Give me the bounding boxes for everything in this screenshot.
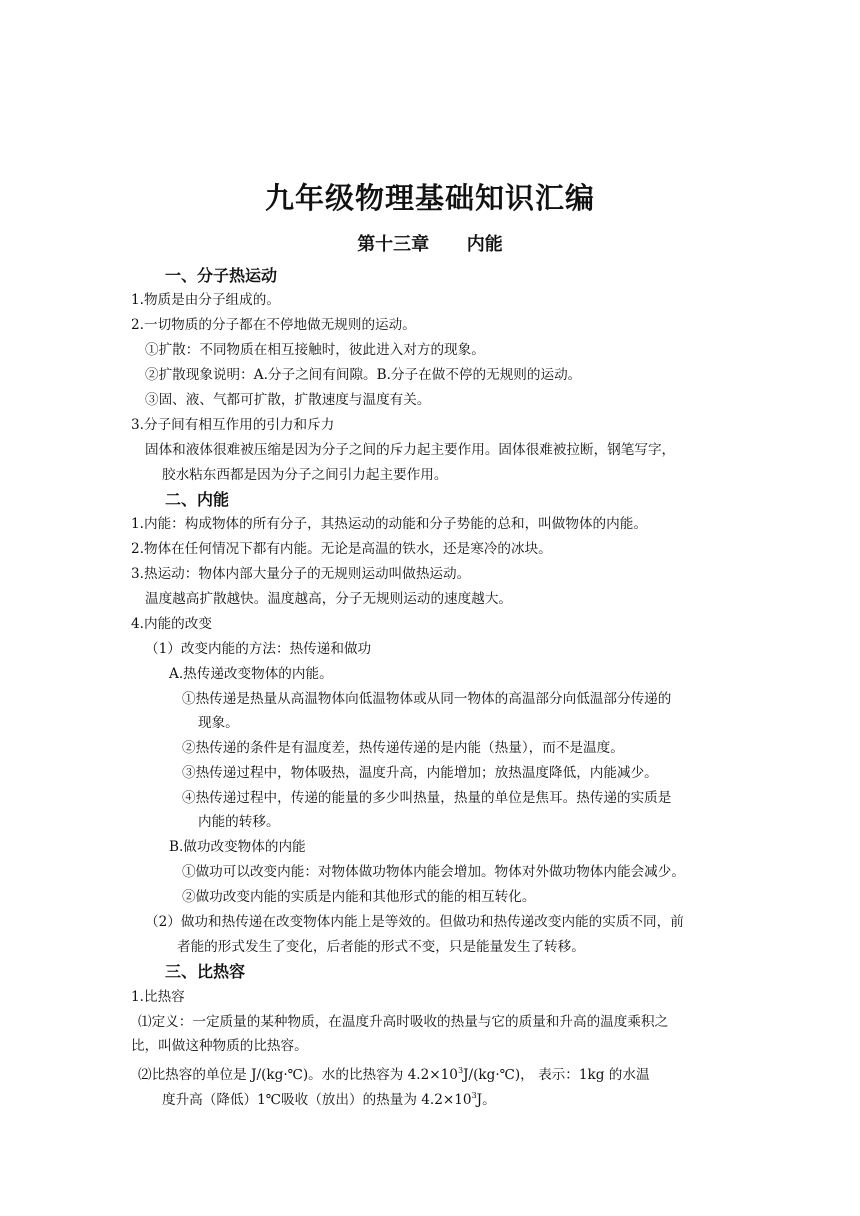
text-fragment: J。 — [476, 1092, 496, 1108]
text-line: ④热传递过程中，传递的能量的多少叫热量，热量的单位是焦耳。热传递的实质是 — [182, 790, 672, 806]
text-line: 1.物质是由分子组成的。 — [131, 292, 280, 308]
text-line: 1.内能：构成物体的所有分子，其热运动的动能和分子势能的总和，叫做物体的内能。 — [131, 516, 647, 532]
text-line — [162, 1087, 496, 1109]
section-heading-3: 三、比热容 — [165, 962, 246, 981]
text-line: ⑴定义：一定质量的某种物质，在温度升高时吸收的热量与它的质量和升高的温度乘积之 — [138, 1014, 669, 1030]
text-line: ①热传递是热量从高温物体向低温物体或从同一物体的高温部分向低温部分传递的 — [182, 691, 672, 707]
text-line: 比，叫做这种物质的比热容。 — [131, 1038, 308, 1054]
text-line: 温度越高扩散越快。温度越高，分子无规则运动的速度越大。 — [145, 591, 513, 607]
text-line: 胶水粘东西都是因为分子之间引力起主要作用。 — [162, 467, 448, 483]
text-line: 者能的形式发生了变化，后者能的形式不变，只是能量发生了转移。 — [177, 939, 585, 955]
section-heading-1: 一、分子热运动 — [165, 266, 278, 285]
text-line: 4.内能的改变 — [131, 616, 212, 632]
text-line: ③热传递过程中，物体吸热，温度升高，内能增加；放热温度降低，内能减少。 — [182, 765, 658, 781]
chapter-heading: 第十三章 内能 — [357, 234, 503, 255]
text-line: 2.一切物质的分子都在不停地做无规则的运动。 — [131, 317, 416, 333]
text-line: 3.分子间有相互作用的引力和斥力 — [131, 417, 335, 433]
text-line: B.做功改变物体的内能 — [169, 839, 306, 855]
text-line: 3.热运动：物体内部大量分子的无规则运动叫做热运动。 — [131, 566, 471, 582]
text-fragment: 度升高（降低）1℃吸收（放出）的热量为 4.2×10 — [162, 1092, 472, 1108]
superscript: 3 — [471, 1091, 477, 1100]
text-line: A.热传递改变物体的内能。 — [169, 666, 333, 682]
text-line: 内能的转移。 — [198, 814, 280, 830]
text-line: ②做功改变内能的实质是内能和其他形式的能的相互转化。 — [182, 889, 536, 905]
text-line: ①扩散：不同物质在相互接触时，彼此进入对方的现象。 — [145, 342, 485, 358]
text-fragment: J/(kg·℃)， 表示：1kg 的水温 — [463, 1067, 650, 1083]
text-fragment: ⑵比热容的单位是 J/(kg·℃)。水的比热容为 4.2×10 — [138, 1067, 458, 1083]
document-title: 九年级物理基础知识汇编 — [264, 181, 595, 215]
text-line: 固体和液体很难被压缩是因为分子之间的斥力起主要作用。固体很难被拉断，钢笔写字， — [145, 442, 676, 458]
text-line: （2）做功和热传递在改变物体内能上是等效的。但做功和热传递改变内能的实质不同，前 — [145, 914, 684, 930]
text-line: （1）改变内能的方法：热传递和做功 — [145, 641, 372, 657]
text-line: ②扩散现象说明：A.分子之间有间隙。B.分子在做不停的无规则的运动。 — [145, 367, 582, 383]
text-line — [138, 1062, 650, 1084]
text-line: 现象。 — [198, 715, 239, 731]
superscript: 3 — [457, 1066, 464, 1075]
section-heading-2: 二、内能 — [165, 490, 230, 509]
text-line: ③固、液、气都可扩散，扩散速度与温度有关。 — [145, 392, 431, 408]
text-line: ①做功可以改变内能：对物体做功物体内能会增加。物体对外做功物体内能会减少。 — [182, 864, 685, 880]
text-line: 2.物体在任何情况下都有内能。无论是高温的铁水，还是寒冷的冰块。 — [131, 541, 552, 557]
text-line: 1.比热容 — [131, 989, 185, 1005]
text-line: ②热传递的条件是有温度差，热传递传递的是内能（热量），而不是温度。 — [182, 740, 624, 756]
